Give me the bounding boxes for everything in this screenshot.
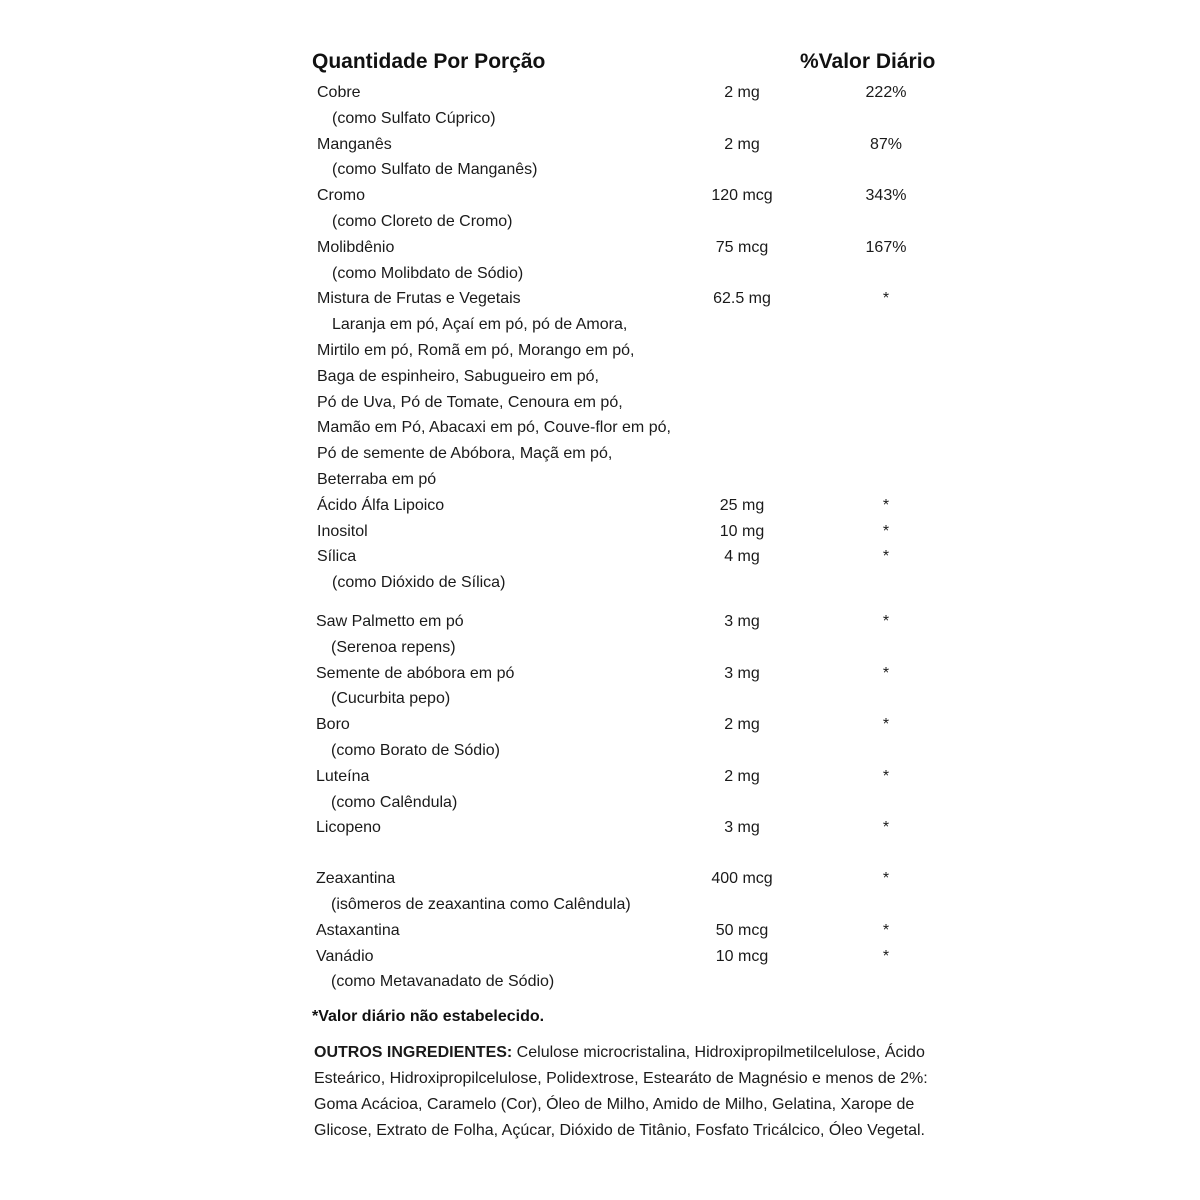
blend-ingredients-text: Mirtilo em pó, Romã em pó, Morango em pó,: [317, 341, 635, 359]
nutrient-source-row: [310, 686, 970, 712]
nutrient-source: (como Sulfato de Manganês): [332, 161, 538, 179]
nutrient-daily-value: *: [882, 548, 890, 566]
nutrient-row: [310, 815, 970, 841]
nutrient-source-row: [310, 892, 970, 918]
nutrient-name: Licopeno: [316, 819, 381, 837]
nutrient-name: Semente de abóbora em pó: [316, 664, 515, 682]
nutrient-row: [310, 544, 970, 570]
nutrient-daily-value: *: [882, 716, 890, 734]
nutrient-row: [310, 764, 970, 790]
other-ingredients: [314, 1040, 954, 1144]
nutrient-amount: 10 mg: [719, 522, 765, 540]
nutrient-row: [310, 183, 970, 209]
blend-ingredients-text: Mamão em Pó, Abacaxi em pó, Couve-flor em pó,: [317, 419, 671, 437]
nutrient-daily-value: *: [882, 947, 890, 965]
blend-ingredients-text: Baga de espinheiro, Sabugueiro em pó,: [317, 367, 599, 385]
nutrient-amount: 2 mg: [724, 84, 760, 101]
blend-ingredients-text: Beterraba em pó: [317, 470, 437, 488]
blend-ingredients-line: [310, 312, 970, 338]
nutrient-name: Luteína: [316, 767, 370, 785]
nutrient-source: (como Dióxido de Sílica): [332, 574, 506, 592]
blend-ingredients-text: Laranja em pó, Açaí em pó, pó de Amora,: [332, 316, 628, 334]
nutrient-amount: 50 mcg: [715, 921, 769, 939]
nutrient-row: [310, 944, 970, 970]
nutrient-name: Zeaxantina: [316, 870, 396, 888]
nutrient-amount: 2 mg: [724, 767, 760, 785]
nutrient-name: Astaxantina: [316, 921, 400, 939]
nutrient-name: Inositol: [317, 522, 368, 540]
nutrient-daily-value: 167%: [865, 238, 907, 256]
nutrient-row: [310, 493, 970, 519]
nutrient-name: Vanádio: [316, 947, 374, 965]
nutrient-row: [310, 918, 970, 944]
nutrient-name: Ácido Álfa Lipoico: [317, 496, 445, 514]
nutrient-daily-value: *: [882, 767, 890, 785]
amount-per-serving-heading: Quantidade Por Porção: [312, 50, 546, 73]
nutrient-source-row: [310, 969, 970, 995]
nutrient-name: Cobre: [317, 84, 361, 101]
nutrient-source-row: [310, 570, 970, 596]
nutrient-name: Saw Palmetto em pó: [316, 612, 464, 630]
nutrient-amount: 3 mg: [724, 819, 760, 837]
nutrient-source: (isômeros de zeaxantina como Calêndula): [331, 895, 631, 913]
table-header: [310, 46, 970, 80]
blend-ingredients-line: [310, 338, 970, 364]
blend-ingredients-text: Pó de semente de Abóbora, Maçã em pó,: [317, 445, 613, 463]
nutrient-row: [310, 286, 970, 312]
nutrient-source-row: [310, 106, 970, 132]
nutrient-source: (como Cloreto de Cromo): [332, 212, 513, 230]
nutrient-source-row: [310, 738, 970, 764]
blend-ingredients-line: [310, 467, 970, 493]
nutrient-amount: 25 mg: [719, 496, 765, 514]
other-ingredients-title: OUTROS INGREDIENTES:: [314, 1044, 513, 1061]
nutrient-row: [310, 519, 970, 545]
nutrient-daily-value: *: [882, 612, 890, 630]
blend-ingredients-text: Pó de Uva, Pó de Tomate, Cenoura em pó,: [317, 393, 623, 411]
nutrient-row: [310, 132, 970, 158]
blend-ingredients-line: [310, 364, 970, 390]
nutrient-daily-value: *: [882, 870, 890, 888]
nutrient-daily-value: *: [882, 664, 890, 682]
nutrient-source: (como Sulfato Cúprico): [332, 109, 496, 127]
nutrient-source: (como Borato de Sódio): [331, 741, 500, 759]
nutrient-source-row: [310, 209, 970, 235]
nutrient-daily-value: *: [882, 921, 890, 939]
nutrient-amount: 3 mg: [724, 612, 760, 630]
nutrient-source: (Serenoa repens): [331, 638, 456, 656]
daily-value-footnote: *Valor diário não estabelecido.: [312, 1008, 545, 1025]
nutrient-source-row: [310, 635, 970, 661]
nutrient-row: [310, 661, 970, 687]
nutrient-amount: 75 mcg: [715, 238, 769, 256]
nutrient-amount: 120 mcg: [711, 187, 773, 205]
nutrient-name: Boro: [316, 716, 350, 734]
nutrient-name: Mistura de Frutas e Vegetais: [317, 290, 521, 308]
nutrient-amount: 4 mg: [724, 548, 760, 566]
nutrient-source-row: [310, 790, 970, 816]
nutrient-daily-value: 87%: [869, 135, 903, 153]
nutrient-source: (como Calêndula): [331, 793, 458, 811]
nutrient-name: Manganês: [317, 135, 392, 153]
nutrient-source: (como Molibdato de Sódio): [332, 264, 524, 282]
nutrient-row: [310, 235, 970, 261]
nutrient-source-row: [310, 157, 970, 183]
nutrient-daily-value: 343%: [865, 187, 907, 205]
blend-ingredients-line: [310, 390, 970, 416]
other-ingredients-text: Celulose microcristalina, Hidroxipropilmetilcelulose, Ácido Esteárico, Hidroxipropilcelulose, Polidextrose, Estearáto de Magnésio e menos de 2%: Goma Acácioa, Caramelo (Cor), Óleo de Milho, Amido de Milho, Gelatina, Xarope de Glicose, Extrato de Folha, Açúcar, Dióxido de Titânio, Fosfato Tricálcico, Óleo Vegetal.: [314, 1044, 928, 1139]
nutrient-daily-value: *: [882, 290, 890, 308]
nutrient-amount: 400 mcg: [711, 870, 773, 888]
nutrient-name: Molibdênio: [317, 238, 395, 256]
nutrient-row: [310, 712, 970, 738]
nutrient-daily-value: *: [882, 522, 890, 540]
daily-value-heading: %Valor Diário: [800, 50, 936, 73]
nutrient-daily-value: *: [882, 496, 890, 514]
nutrient-amount: 62.5 mg: [713, 290, 771, 308]
nutrient-source: (como Metavanadato de Sódio): [331, 973, 555, 991]
nutrient-source-row: [310, 261, 970, 287]
nutrient-amount: 2 mg: [724, 135, 760, 153]
blend-ingredients-line: [310, 415, 970, 441]
nutrient-row: [310, 80, 970, 106]
blend-ingredients-line: [310, 441, 970, 467]
nutrient-source: (Cucurbita pepo): [331, 690, 451, 708]
nutrient-name: Cromo: [317, 187, 366, 205]
supplement-facts-table: [310, 46, 970, 995]
nutrient-name: Sílica: [317, 548, 357, 566]
nutrient-daily-value: 222%: [865, 84, 907, 101]
nutrient-row: [310, 609, 970, 635]
nutrient-amount: 3 mg: [724, 664, 760, 682]
nutrient-amount: 10 mcg: [715, 947, 769, 965]
nutrient-row: [310, 866, 970, 892]
nutrient-daily-value: *: [882, 819, 890, 837]
nutrient-amount: 2 mg: [724, 716, 760, 734]
